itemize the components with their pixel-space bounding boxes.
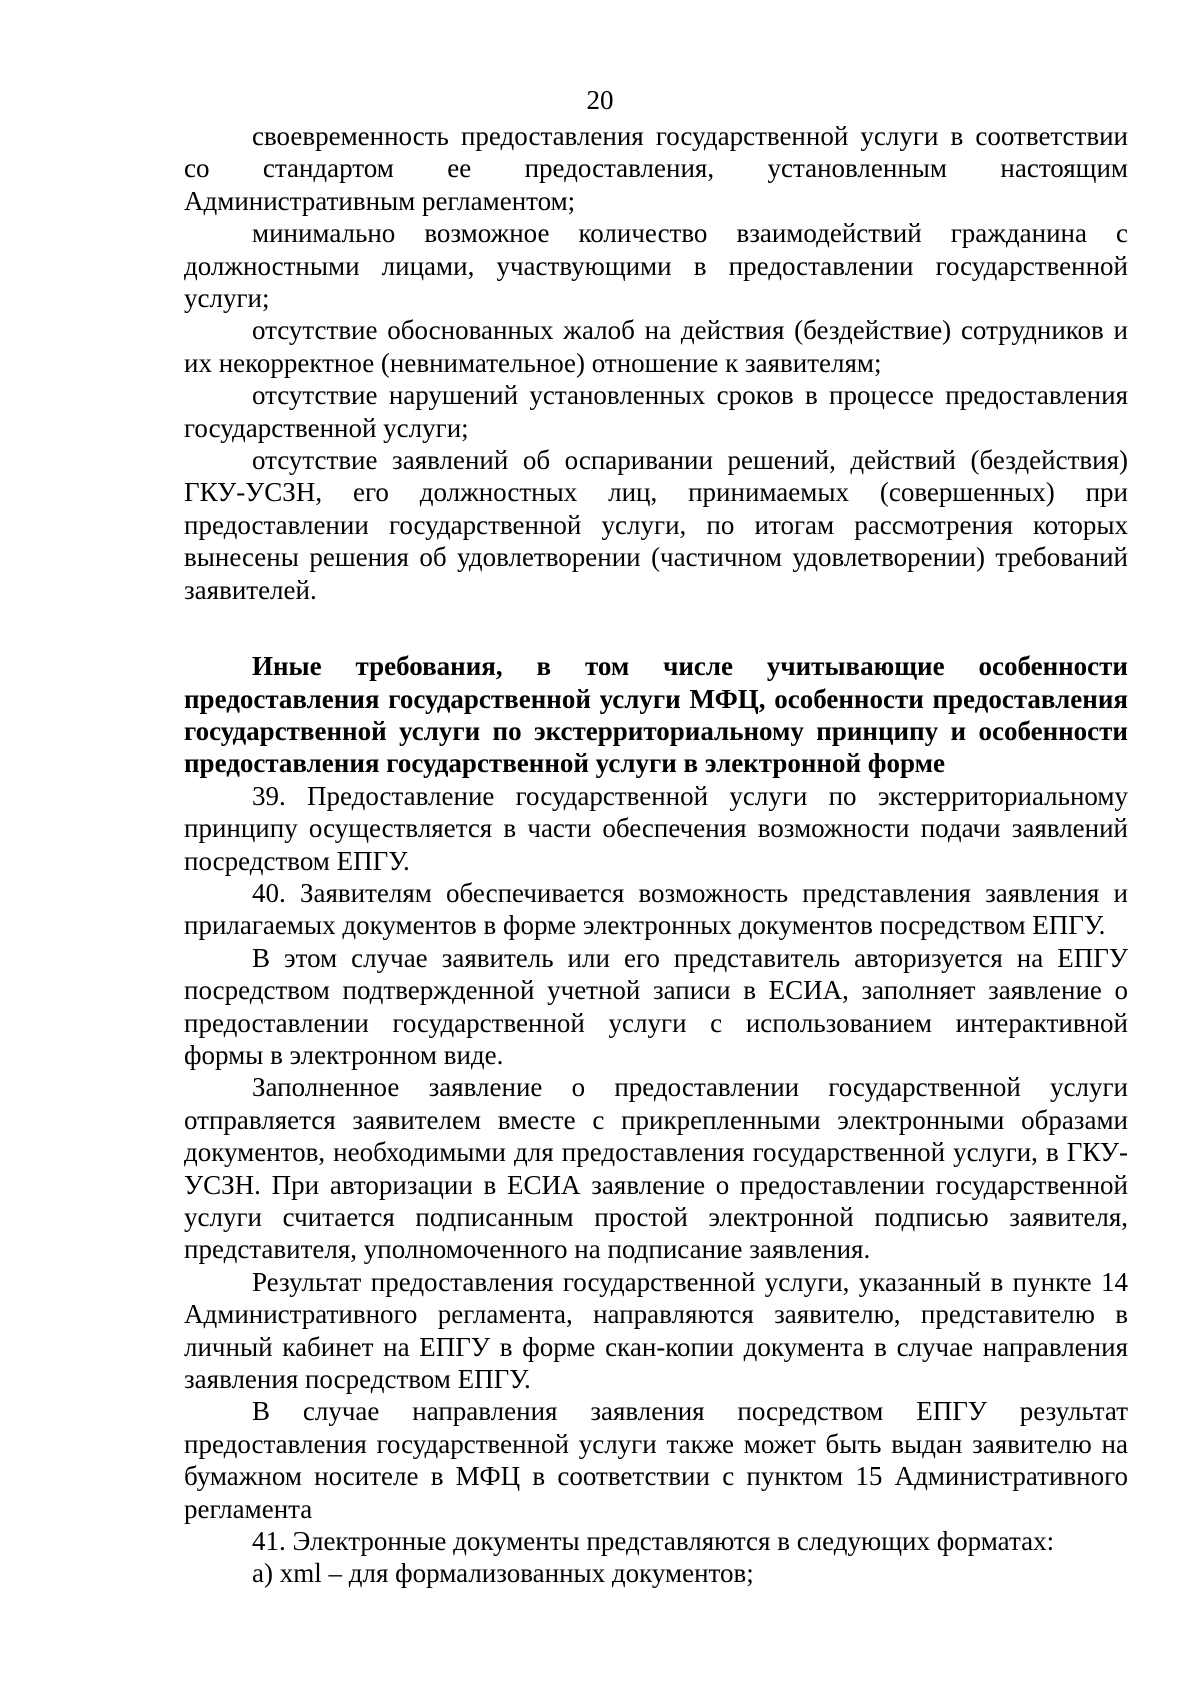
paragraph-40: 40. Заявителям обеспечивается возможность представления заявления и прилагаемых документов в форме электронных документов посредством ЕПГУ. xyxy=(184,877,1128,941)
paragraph: отсутствие нарушений установленных сроков в процессе предоставления государственной услуги; xyxy=(184,380,1128,443)
paragraph: В этом случае заявитель или его представитель авторизуется на ЕПГУ посредством подтвержденной учетной записи в ЕСИА, заполняет заявление о предоставлении государственной услуги с использованием интерактивной формы в электронном виде. xyxy=(184,942,1128,1070)
page-number: 20 xyxy=(586,85,614,115)
paragraph: минимально возможное количество взаимодействий гражданина с должностными лицами, участвующими в предоставлении государственной услуги; xyxy=(184,218,1128,314)
document-body xyxy=(184,120,1128,1590)
paragraph: своевременность предоставления государственной услуги в соответствии со стандартом ее предоставления, установленным настоящим Административным регламентом; xyxy=(184,121,1128,216)
list-item: а) xml – для формализованных документов; xyxy=(252,1558,754,1589)
paragraph-39: 39. Предоставление государственной услуги по экстерриториальному принципу осуществляется в части обеспечения возможности подачи заявлений посредством ЕПГУ. xyxy=(184,780,1128,876)
section-heading: Иные требования, в том числе учитывающие особенности предоставления государственной услуги МФЦ, особенности предоставления государственной услуги по экстерриториальному принципу и особенности предоставления государственной услуги в электронной форме xyxy=(184,651,1128,779)
paragraph: отсутствие обоснованных жалоб на действия (бездействие) сотрудников и их некорректное (невнимательное) отношение к заявителям; xyxy=(184,315,1128,378)
paragraph: В случае направления заявления посредством ЕПГУ результат предоставления государственной услуги также может быть выдан заявителю на бумажном носителе в МФЦ в соответствии с пунктом 15 Административного регламента xyxy=(184,1396,1128,1524)
paragraph: Результат предоставления государственной услуги, указанный в пункте 14 Административного регламента, направляются заявителю, представителю в личный кабинет на ЕПГУ в форме скан-копии документа в случае направления заявления посредством ЕПГУ. xyxy=(184,1266,1128,1395)
paragraph-41: 41. Электронные документы представляются в следующих форматах: xyxy=(252,1526,1055,1557)
paragraph: отсутствие заявлений об оспаривании решений, действий (бездействия) ГКУ-УСЗН, его должностных лиц, принимаемых (совершенных) при предоставлении государственной услуги, по итогам рассмотрения которых вынесены решения об удовлетворении (частичном удовлетворении) требований заявителей. xyxy=(184,445,1128,605)
paragraph: Заполненное заявление о предоставлении государственной услуги отправляется заявителем вместе с прикрепленными электронными образами документов, необходимыми для предоставления государственной услуги, в ГКУ-УСЗН. При авторизации в ЕСИА заявление о предоставлении государственной услуги считается подписанным простой электронной подписью заявителя, представителя, уполномоченного на подписание заявления. xyxy=(184,1072,1128,1265)
